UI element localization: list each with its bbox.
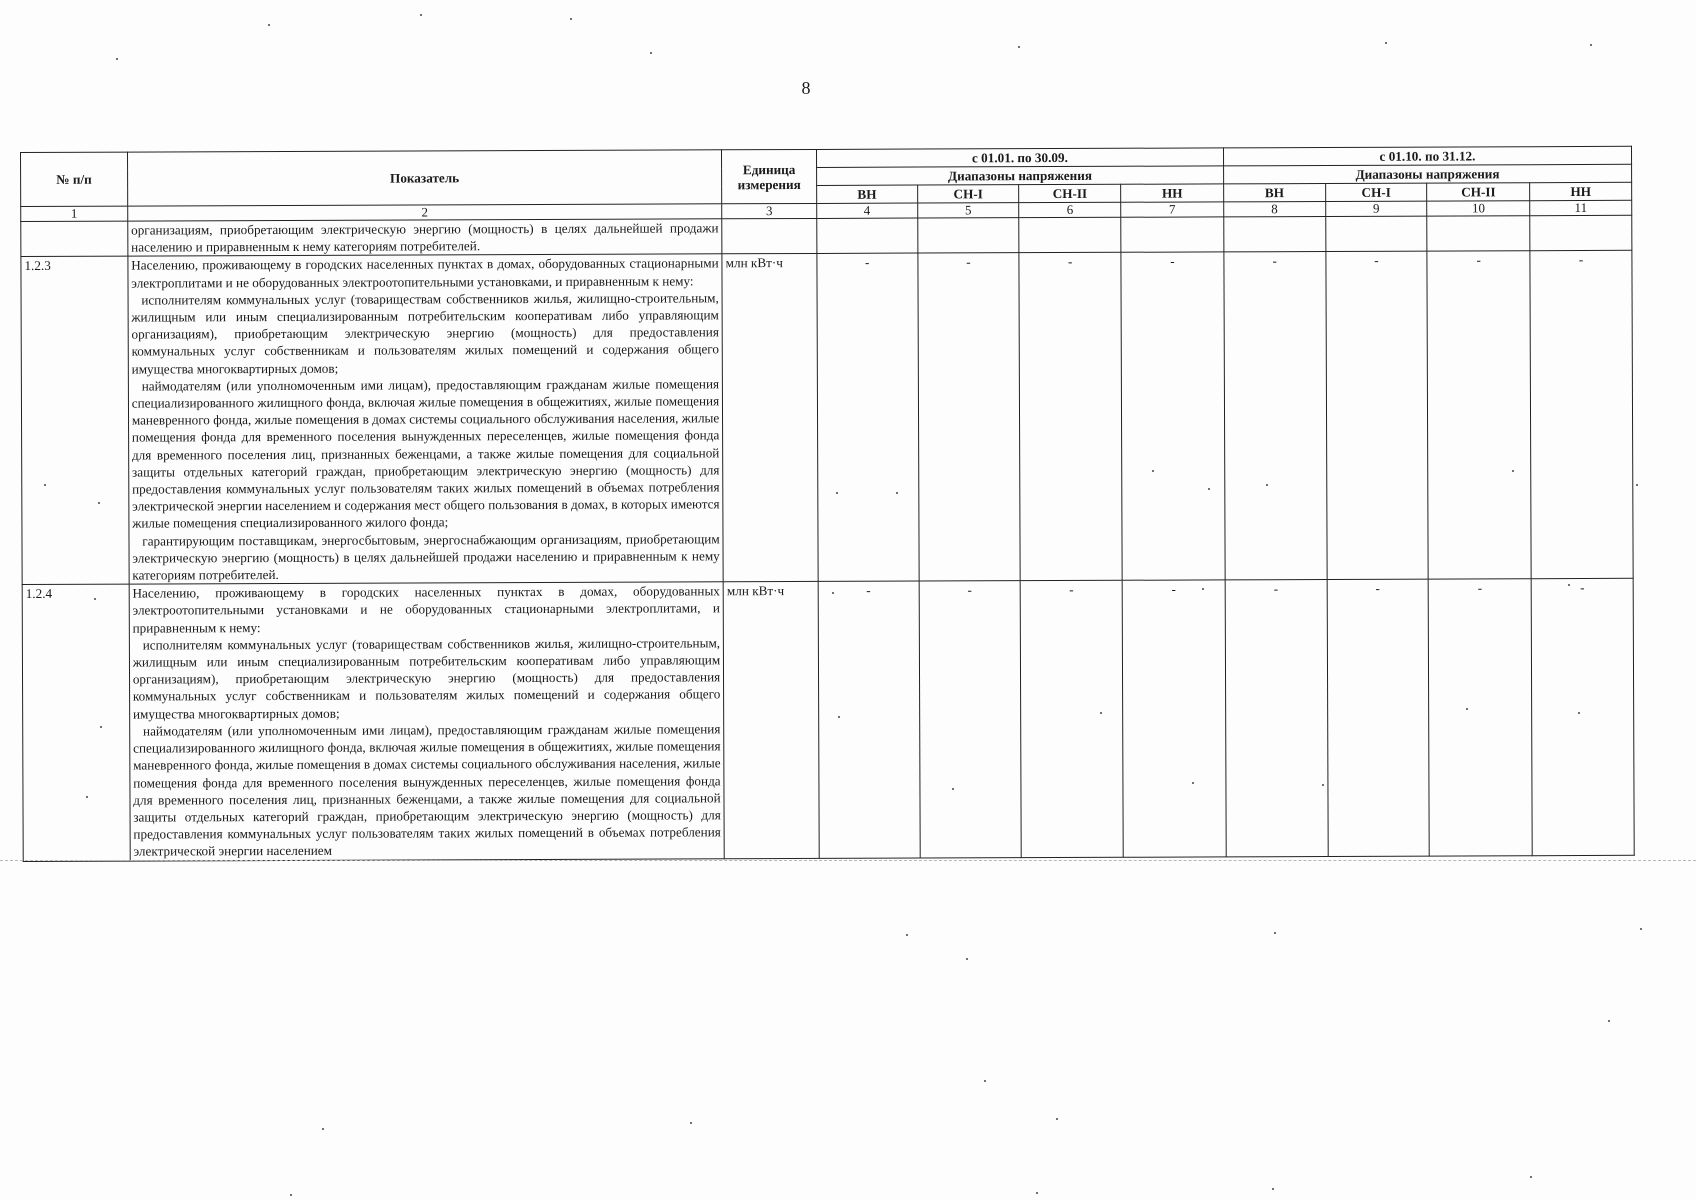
scan-speck: [836, 492, 838, 494]
scan-speck: [1385, 42, 1387, 44]
scan-speck: [44, 484, 46, 486]
scan-speck: [86, 796, 88, 798]
row-indicator: [128, 254, 724, 584]
column-number: 3: [722, 203, 817, 218]
column-number: 5: [917, 203, 1019, 218]
value-cell: -: [1224, 252, 1327, 580]
column-number: 6: [1019, 202, 1121, 217]
value-cell: -: [1019, 253, 1122, 581]
column-number: 1: [21, 206, 128, 221]
value-cell: [1019, 217, 1121, 253]
indicator-paragraph: Населению, проживающему в городских населенных пунктах в домах, оборудованных стационарными электроплитами и не оборудованных электроотопительными установками, и приравненным к нему:: [131, 255, 719, 291]
value-cell: [1121, 217, 1224, 253]
value-cell: -: [1429, 579, 1533, 856]
header-period-1: с 01.01. по 30.09.: [816, 148, 1223, 168]
scan-speck: [1036, 1192, 1038, 1194]
scan-speck: [690, 1122, 692, 1124]
page-number: 8: [801, 78, 811, 98]
scan-speck: [650, 52, 652, 54]
value-cell: -: [1021, 581, 1124, 858]
scan-speck: [1530, 1176, 1532, 1178]
scan-speck: [966, 958, 968, 960]
scan-speck: [322, 1128, 324, 1130]
header-indicator: Показатель: [127, 150, 722, 206]
value-cell: -: [1225, 580, 1328, 857]
value-cell: [917, 218, 1019, 254]
scan-speck: [100, 726, 102, 728]
row-indicator: [129, 582, 724, 861]
scan-speck: [268, 24, 270, 26]
scan-speck: [1640, 928, 1642, 930]
value-cell: -: [1531, 579, 1634, 856]
tariff-balance-table: [20, 146, 1635, 862]
scan-speck: [1512, 470, 1514, 472]
row-number: 1.2.3: [21, 256, 129, 584]
value-cell: -: [1326, 252, 1429, 580]
scan-speck: [116, 58, 118, 60]
table-row-1-2-4: [22, 579, 1634, 861]
value-cell: -: [918, 253, 1021, 581]
row-number: [21, 221, 128, 257]
row-unit: [722, 218, 817, 254]
indicator-paragraph: наймодателям (или уполномоченным ими лицам), предоставляющим гражданам жилые помещения специализированного жилищного фонда, включая жилые помещения в общежитиях, жилые помещения маневренного фонда, жилые помещения в домах системы социального обслуживания населения, жилые помещения фонда для временного поселения вынужденных переселенцев, жилые помещения фонда для временного поселения лиц, признанных беженцами, а также жилые помещения для социальной защиты отдельных категорий граждан, приобретающим электрическую энергию (мощность) для предоставления коммунальных услуг пользователям таких жилых помещений в объемах потребления электрической энергии населением и содержания мест общего пользования в домах, в которых имеются жилые помещения специализированного жилого фонда;: [131, 376, 720, 532]
scan-speck: [420, 14, 422, 16]
scan-speck: [570, 18, 572, 20]
value-cell: -: [1122, 580, 1226, 857]
scan-speck: [1466, 708, 1468, 710]
header-voltage-sn2-1: СН-II: [1019, 184, 1121, 202]
scan-speck: [290, 1194, 292, 1196]
header-voltage-ranges-2: Диапазоны напряжения: [1223, 164, 1631, 184]
row-indicator: [128, 219, 723, 257]
scan-speck: [94, 598, 96, 600]
header-voltage-sn1-1: СН-I: [917, 185, 1019, 203]
scan-speck: [98, 502, 100, 504]
indicator-paragraph: исполнителям коммунальных услуг (товариществам собственников жилья, жилищно-строительным, жилищным или иным специализированным потребительским кооперативам либо управляющим организациям), приобретающим электрическую энергию (мощность) для предоставления коммунальных услуг собственникам и пользователям жилых помещений и содержания общего имущества многоквартирных домов;: [132, 635, 721, 722]
header-period-2: с 01.10. по 31.12.: [1223, 146, 1631, 166]
scan-speck: [1208, 488, 1210, 490]
value-cell: -: [818, 581, 920, 858]
value-cell: [1224, 216, 1326, 252]
indicator-paragraph: гарантирующим поставщикам, энергосбытовым, энергоснабжающим организациям, приобретающим электрическую энергию (мощность) в целях дальнейшей продажи населению и приравненным к нему категориям потребителей.: [132, 530, 720, 583]
scan-speck: [838, 716, 840, 718]
scan-speck: [1274, 932, 1276, 934]
table-row-1-2-3: [21, 251, 1633, 585]
scan-speck: [832, 592, 834, 594]
scan-speck: [906, 934, 908, 936]
header-voltage-ranges-1: Диапазоны напряжения: [816, 166, 1223, 186]
row-number: 1.2.4: [22, 584, 130, 861]
scan-speck: [1590, 44, 1592, 46]
header-voltage-vn-2: ВН: [1224, 183, 1326, 201]
scan-speck: [896, 492, 898, 494]
scan-speck: [1568, 584, 1570, 586]
row-unit: млн кВт·ч: [723, 582, 819, 859]
value-cell: -: [1530, 251, 1633, 579]
scan-speck: [1202, 588, 1204, 590]
column-number: 10: [1427, 201, 1530, 216]
scan-speck: [984, 1080, 986, 1082]
scan-speck: [1152, 470, 1154, 472]
indicator-paragraph: организациям, приобретающим электрическую энергию (мощность) в целях дальнейшей продажи населению и приравненным к нему категориям потребителей.: [131, 220, 719, 255]
scan-artifact-line: [0, 860, 1696, 861]
value-cell: [1325, 216, 1427, 252]
header-num: № п/п: [21, 152, 128, 206]
value-cell: [817, 218, 918, 254]
scan-speck: [1636, 484, 1638, 486]
column-number: 7: [1121, 202, 1224, 217]
column-number: 11: [1530, 200, 1632, 215]
scan-speck: [1100, 712, 1102, 714]
indicator-paragraph: исполнителям коммунальных услуг (товариществам собственников жилья, жилищно-строительным, жилищным или иным специализированным потребительским кооперативам либо управляющим организациям), приобретающим электрическую энергию (мощность) для предоставления коммунальных услуг собственникам и пользователям жилых помещений и содержания общего имущества многоквартирных домов;: [131, 290, 719, 377]
scan-speck: [1192, 782, 1194, 784]
header-voltage-nn-2: НН: [1530, 182, 1632, 200]
scan-speck: [1018, 46, 1020, 48]
value-cell: [1427, 216, 1530, 252]
indicator-paragraph: наймодателям (или уполномоченным ими лицам), предоставляющим гражданам жилые помещения специализированного жилищного фонда, включая жилые помещения в общежитиях, жилые помещения маневренного фонда, жилые помещения в домах системы социального обслуживания населения, жилые помещения фонда для временного поселения вынужденных переселенцев, жилые помещения фонда для временного поселения лиц, признанных беженцами, а также жилые помещения для социальной защиты отдельных категорий граждан, приобретающим электрическую энергию (мощность) для предоставления коммунальных услуг пользователям таких жилых помещений в объемах потребления электрической энергии населением: [133, 721, 721, 859]
scan-speck: [1266, 484, 1268, 486]
scan-speck: [952, 788, 954, 790]
value-cell: -: [1327, 579, 1430, 856]
scan-speck: [1322, 784, 1324, 786]
column-number: 8: [1224, 201, 1326, 216]
scan-speck: [1578, 712, 1580, 714]
header-voltage-vn-1: ВН: [817, 185, 918, 203]
header-voltage-sn1-2: СН-I: [1325, 183, 1427, 201]
value-cell: -: [817, 253, 919, 581]
scan-speck: [1056, 1118, 1058, 1120]
column-number: 2: [127, 204, 721, 221]
value-cell: -: [1427, 251, 1531, 579]
header-voltage-sn2-2: СН-II: [1427, 183, 1530, 201]
row-unit: млн кВт·ч: [722, 254, 818, 582]
column-number: 9: [1325, 201, 1427, 216]
value-cell: -: [919, 581, 1022, 858]
scan-speck: [1272, 1188, 1274, 1190]
value-cell: -: [1121, 252, 1225, 580]
scan-speck: [1608, 1020, 1610, 1022]
header-unit: Единица измерения: [722, 149, 817, 203]
column-number: 4: [817, 203, 918, 218]
value-cell: [1530, 215, 1632, 251]
indicator-paragraph: Населению, проживающему в городских населенных пунктах в домах, оборудованных электроотопительными установками и не оборудованных стационарными электроплитами, и приравненным к нему:: [132, 583, 720, 636]
header-voltage-nn-1: НН: [1121, 184, 1224, 202]
